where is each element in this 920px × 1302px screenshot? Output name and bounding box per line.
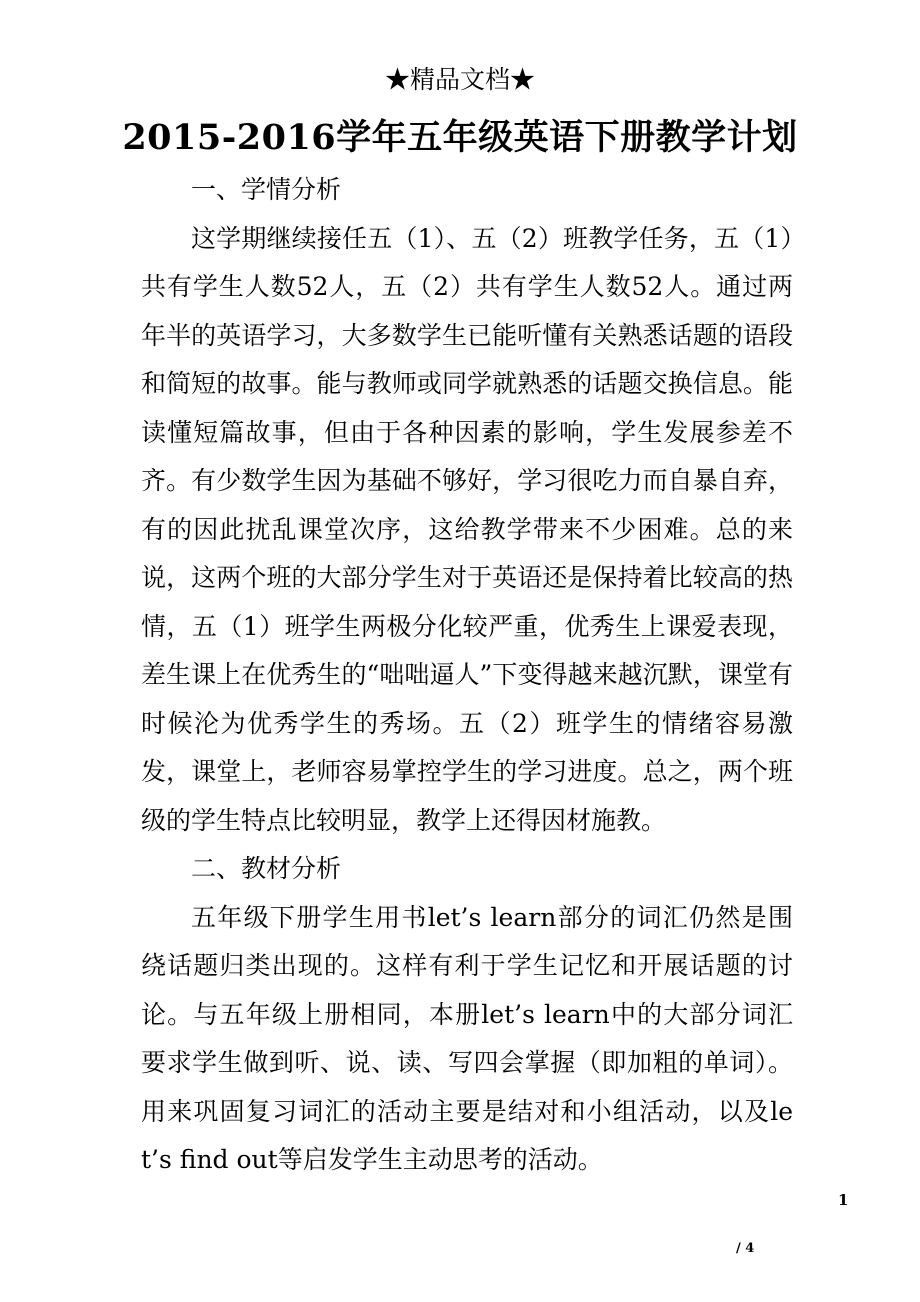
section-heading-textbook-analysis: 二、教材分析	[191, 854, 342, 883]
section-paragraph-textbook-analysis: 五年级下册学生用书let’s learn部分的词汇仍然是围绕话题归类出现的。这样有利于学生记忆和开展话题的讨论。与五年级上册相同，本册let’s learn中的大部分词汇要求学生做到听、说、读、写四会掌握（即加粗的单词）。用来巩固复习词汇的活动主要是结对和小组活动，以及let’s find out等启发学生主动思考的活动。	[141, 902, 793, 1174]
page-total: / 4	[736, 1241, 755, 1256]
document-header: ★精品文档★	[384, 65, 535, 94]
section-paragraph-learning-analysis: 这学期继续接任五（1）、五（2）班教学任务，五（1）共有学生人数52人，五（2）共有学生人数52人。通过两年半的英语学习，大多数学生已能听懂有关熟悉话题的语段和简短的故事。能与教师或同学就熟悉的话题交换信息。能读懂短篇故事，但由于各种因素的影响，学生发展参差不齐。有少数学生因为基础不够好，学习很吃力而自暴自弃，有的因此扰乱课堂次序，这给教学带来不少困难。总的来说，这两个班的大部分学生对于英语还是保持着比较高的热情，五（1）班学生两极分化较严重，优秀生上课爱表现，差生课上在优秀生的“咄咄逼人”下变得越来越沉默，课堂有时候沦为优秀学生的秀场。五（2）班学生的情绪容易激发，课堂上，老师容易掌控学生的学习进度。总之，两个班级的学生特点比较明显，教学上还得因材施教。	[141, 223, 793, 835]
document-body	[141, 166, 793, 1185]
document-title: 2015-2016学年五年级英语下册教学计划	[122, 117, 798, 158]
section-heading-learning-analysis: 一、学情分析	[191, 175, 342, 204]
page-number: 1	[838, 1191, 849, 1209]
